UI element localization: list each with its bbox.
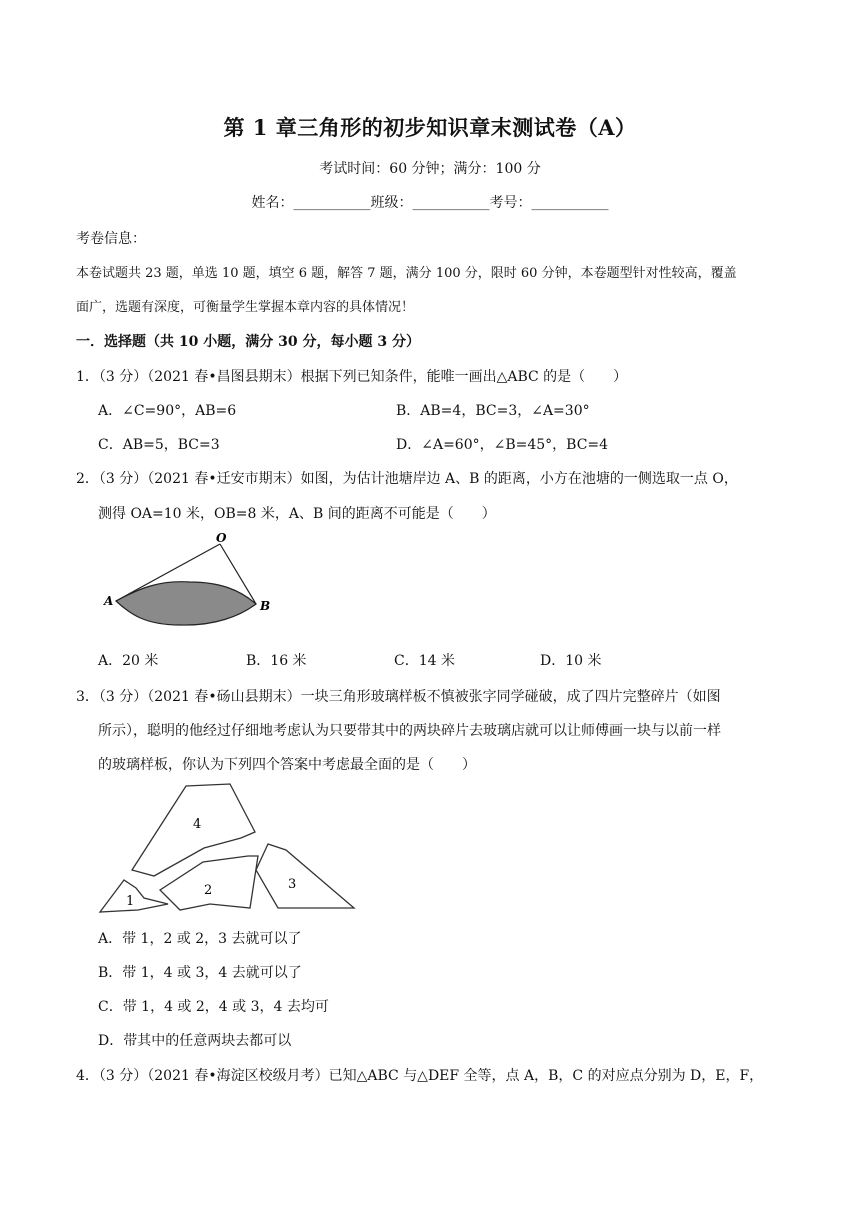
- piece-3-label: 3: [288, 877, 297, 892]
- q1-option-a: A．∠C=90°，AB=6: [98, 403, 237, 419]
- q2-option-c: C．14 米: [394, 653, 455, 669]
- exam-time: 考试时间：60 分钟；满分：100 分: [319, 161, 541, 177]
- q3-option-d: D．带其中的任意两块去都可以: [98, 1033, 292, 1049]
- q4-stem: 4．（3 分）（2021 春•海淀区校级月考）已知△ABC 与△DEF 全等，点 A，B，C 的对应点分别为 D，E，F，: [76, 1068, 764, 1084]
- q2-option-b: B．16 米: [246, 653, 307, 669]
- label-a: A: [104, 594, 114, 608]
- q3-option-c: C．带 1，4 或 2，4 或 3，4 去均可: [98, 999, 329, 1015]
- info-line-1: 本卷试题共 23 题，单选 10 题，填空 6 题，解答 7 题，满分 100 分，限时 60 分钟，本卷题型针对性较高，覆盖: [76, 266, 737, 281]
- piece-1-label: 1: [126, 894, 135, 909]
- q2-option-d: D．10 米: [540, 653, 602, 669]
- q1-option-d: D．∠A=60°，∠B=45°，BC=4: [396, 437, 609, 453]
- q3-stem-line1: 3．（3 分）（2021 春•砀山县期末）一块三角形玻璃样板不慎被张字同学碰破，成了四片完整碎片（如图: [76, 689, 721, 705]
- q2-option-a: A．20 米: [98, 653, 159, 669]
- q1-option-b: B．AB=4，BC=3，∠A=30°: [396, 403, 590, 419]
- piece-3: [256, 844, 354, 908]
- info-header: 考卷信息：: [76, 231, 146, 247]
- pond-figure: [100, 530, 280, 640]
- q3-option-a: A．带 1，2 或 2，3 去就可以了: [98, 931, 302, 947]
- page-title: 第 1 章三角形的初步知识章末测试卷（A）: [223, 115, 637, 140]
- q2-stem-line2: 测得 OA=10 米，OB=8 米，A、B 间的距离不可能是（ ）: [98, 506, 496, 522]
- q2-stem-line1: 2．（3 分）（2021 春•迁安市期末）如图，为估计池塘岸边 A、B 的距离，小方在池塘的一侧选取一点 O，: [76, 471, 738, 487]
- info-line-2: 面广，选题有深度，可衡量学生掌握本章内容的具体情况！: [76, 300, 415, 315]
- q3-stem-line3: 的玻璃样板，你认为下列四个答案中考虑最全面的是（ ）: [98, 757, 476, 773]
- q3-stem-line2: 所示），聪明的他经过仔细地考虑认为只要带其中的两块碎片去玻璃店就可以让师傅画一块与以前一样: [98, 723, 721, 739]
- label-b: B: [260, 599, 271, 613]
- q1-stem: 1．（3 分）（2021 春•昌图县期末）根据下列已知条件，能唯一画出△ABC 的是（ ）: [76, 369, 628, 385]
- piece-2-label: 2: [204, 883, 213, 898]
- piece-4-label: 4: [193, 817, 202, 832]
- glass-pieces-figure: [98, 780, 368, 920]
- q3-option-b: B．带 1，4 或 3，4 去就可以了: [98, 965, 302, 981]
- label-o: O: [216, 531, 227, 545]
- section-header: 一．选择题（共 10 小题，满分 30 分，每小题 3 分）: [76, 334, 420, 350]
- q1-option-c: C．AB=5，BC=3: [98, 437, 220, 453]
- pond-shape: [116, 582, 256, 625]
- student-info: 姓名：___________班级：___________考号：___________: [251, 195, 609, 211]
